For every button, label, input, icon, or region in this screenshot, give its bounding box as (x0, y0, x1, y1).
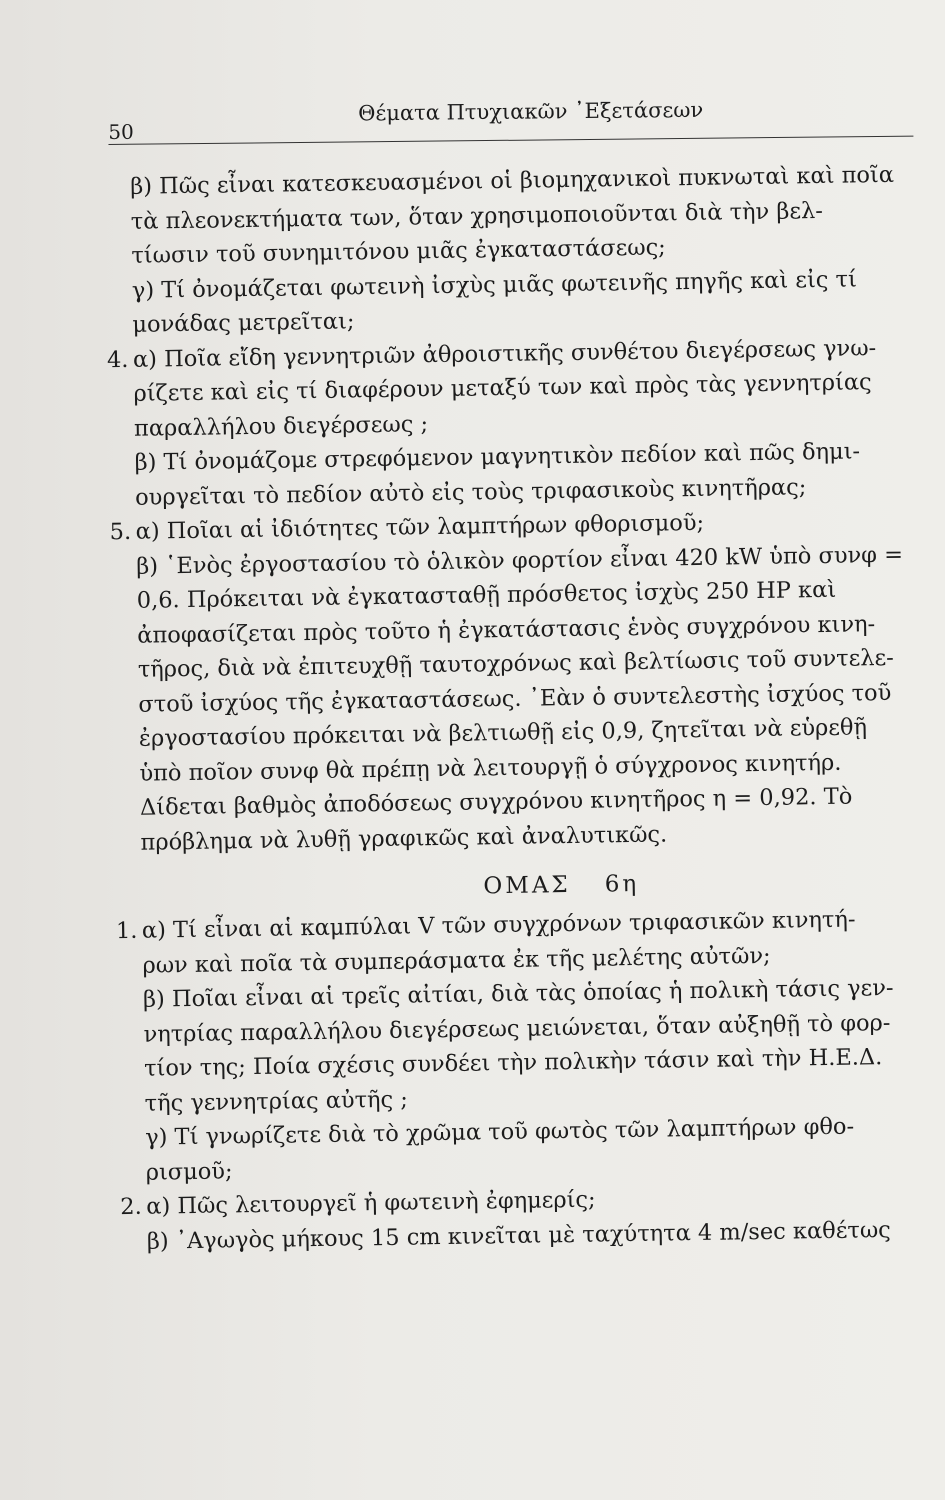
line-text: β) Ποῖαι εἶναι αἱ τρεῖς αἰτίαι, διὰ τὰς ὁποίας ἡ πολικὴ τάσις γεν- (142, 974, 894, 1013)
line-text: ουργεῖται τὸ πεδίον αὐτὸ εἰς τοὺς τριφασικοὺς κινητῆρας; (134, 473, 807, 511)
line-text: 0,6. Πρόκειται νὰ ἐγκατασταθῇ πρόσθετος ἰσχὺς 250 HP καὶ (136, 576, 837, 614)
line-text: γ) Τί ὀνομάζεται φωτεινὴ ἰσχὺς μιᾶς φωτεινῆς πηγῆς καὶ εἰς τί (131, 265, 858, 304)
line-text: ρων καὶ ποῖα τὰ συμπεράσματα ἐκ τῆς μελέτης αὐτῶν; (142, 942, 771, 979)
line-text: μονάδας μετρεῖται; (132, 308, 355, 338)
line-text: ρίζετε καὶ εἰς τί διαφέρουν μεταξύ των καὶ πρὸς τὰς γεννητρίας (133, 369, 872, 407)
line-text: α) Πῶς λειτουργεῖ ἡ φωτεινὴ ἐφημερίς; (146, 1186, 596, 1220)
page-body (106, 157, 937, 1258)
line-text: τίωσιν τοῦ συνημιτόνου μιᾶς ἐγκαταστάσεως; (131, 234, 666, 269)
line-text: τῆς γεννητρίας αὐτῆς ; (144, 1086, 409, 1117)
line-text: β) ῾Ενὸς ἐργοστασίου τὸ ὁλικὸν φορτίον εἶναι 420 kW ὑπὸ συνφ = (136, 541, 904, 580)
question-number: 1. (115, 917, 138, 945)
line-text: Δίδεται βαθμὸς ἀποδόσεως συγχρόνου κινητῆρος η = 0,92. Τὸ (139, 783, 853, 821)
running-title: Θέματα Πτυχιακῶν ᾿Εξετάσεων (358, 97, 704, 126)
line-text: ὑπὸ ποῖον συνφ θὰ πρέπῃ νὰ λειτουργῇ ὁ σύγχρονος κινητήρ. (139, 749, 842, 787)
line-text: πρόβλημα νὰ λυθῇ γραφικῶς καὶ ἀναλυτικῶς. (140, 820, 668, 856)
line-text: α) Ποῖαι αἱ ἰδιότητες τῶν λαμπτήρων φθορισμοῦ; (135, 509, 705, 545)
line-text: ἐργοστασίου πρόκειται νὰ βελτιωθῇ εἰς 0,9, ζητεῖται νὰ εὑρεθῇ (138, 714, 868, 752)
line-text: στοῦ ἰσχύος τῆς ἐγκαταστάσεως. ᾿Εὰν ὁ συντελεστὴς ἰσχύος τοῦ (138, 679, 892, 718)
line-text: α) Ποῖα εἴδη γεννητριῶν ἀθροιστικῆς συνθέτου διεγέρσεως γνω- (132, 334, 877, 373)
question-number: 5. (109, 518, 132, 546)
line-text: ἀποφασίζεται πρὸς τοῦτο ἡ ἐγκατάστασις ἑνὸς συγχρόνου κινη- (137, 610, 876, 649)
page-header (108, 92, 913, 145)
page-number: 50 (108, 119, 134, 144)
line-text: νητρίας παραλλήλου διεγέρσεως μειώνεται, ὅταν αὐξηθῇ τὸ φορ- (143, 1009, 891, 1048)
section-number: 6η (604, 870, 640, 898)
question-block-group-5 (106, 157, 931, 859)
line-text: τὰ πλεονεκτήματα των, ὅταν χρησιμοποιοῦνται διὰ τὴν βελ- (130, 197, 824, 235)
question-number: 2. (120, 1193, 142, 1221)
line-text: γ) Τί γνωρίζετε διὰ τὸ χρῶμα τοῦ φωτὸς τῶν λαμπτήρων φθο- (144, 1113, 855, 1151)
line-text: τίον της; Ποία σχέσις συνδέει τὴν πολικὴν τάσιν καὶ τὴν Η.Ε.Δ. (143, 1044, 883, 1082)
line-text: ρισμοῦ; (145, 1157, 233, 1186)
line-text: α) Τί εἶναι αἱ καμπύλαι V τῶν συγχρόνων τριφασικῶν κινητή- (141, 906, 856, 944)
line-text: β) Τί ὀνομάζομε στρεφόμενον μαγνητικὸν πεδίον καὶ πῶς δημι- (134, 438, 861, 476)
line-text: β) ᾿Αγωγὸς μήκους 15 cm κινεῖται μὲ ταχύτητα 4 m/sec καθέτως (146, 1216, 891, 1255)
line-text: β) Πῶς εἶναι κατεσκευασμένοι οἱ βιομηχανικοὶ πυκνωταὶ καὶ ποῖα (130, 161, 895, 200)
line-text: τῆρος, διὰ νὰ ἐπιτευχθῇ ταυτοχρόνως καὶ βελτίωσις τοῦ συντελε- (137, 644, 894, 683)
line-text: παραλλήλου διεγέρσεως ; (133, 410, 429, 442)
question-block-group-6 (115, 901, 937, 1259)
section-label: ΟΜΑΣ (483, 872, 571, 900)
question-number: 4. (106, 346, 129, 373)
